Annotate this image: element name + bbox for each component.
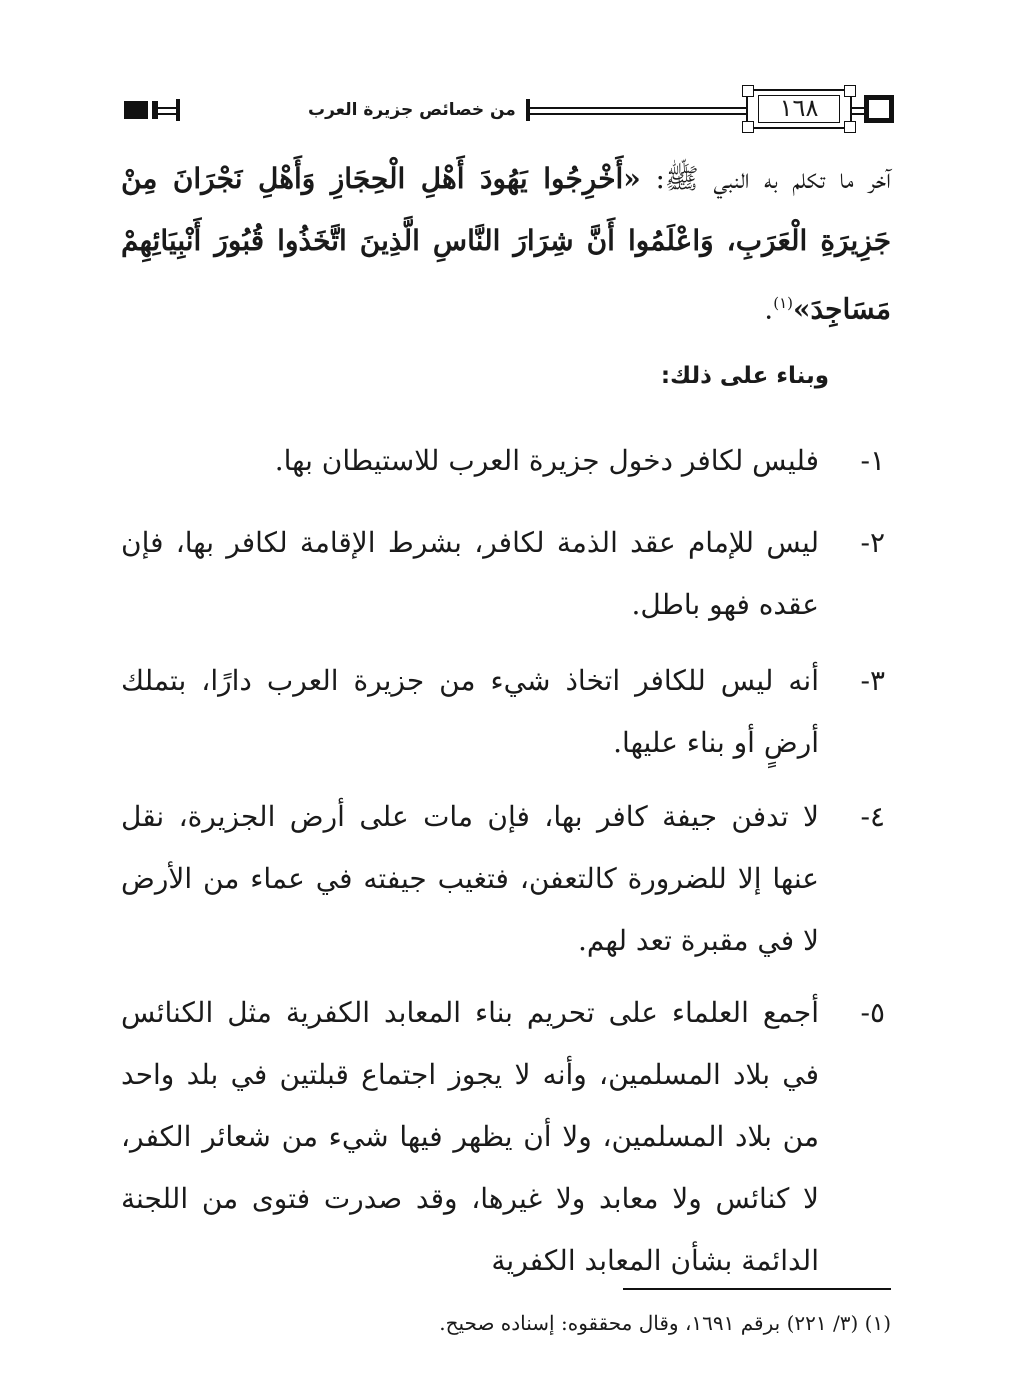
list-item [121, 430, 891, 492]
list-item-text: أنه ليس للكافر اتخاذ شيء من جزيرة العرب دارًا، بتملك أرضٍ أو بناء عليها. [121, 664, 819, 759]
header-ornament-box [864, 95, 894, 123]
running-header-title: من خصائص جزيرة العرب [308, 100, 516, 120]
frame-corner-ornament [742, 121, 754, 133]
page-number: ١٦٨ [779, 94, 819, 122]
list-item-text: لا تدفن جيفة كافر بها، فإن مات على أرض الجزيرة، نقل عنها إلا للضرورة كالتعفن، فتغيب جيفته في عماء من الأرض لا في مقبرة تعد لهم. [121, 800, 819, 957]
page-number-frame [746, 89, 852, 129]
header-rule [158, 113, 176, 115]
header-rule [158, 107, 176, 109]
list-item-number: ١- [860, 444, 885, 477]
list-item-text: أجمع العلماء على تحريم بناء المعابد الكفرية مثل الكنائس في بلاد المسلمين، وأنه لا يجوز اجتماع قبلتين في بلد واحد من بلاد المسلمين، ولا أن يظهر فيها شيء من شعائر الكفر، لا كنائس ولا معابد ولا غيرها، وقد صدرت فتوى من اللجنة الدائمة بشأن المعابد الكفرية [121, 996, 819, 1277]
header-rule [530, 107, 746, 109]
footnote-reference[interactable]: (١) [773, 294, 793, 312]
list-item [121, 650, 891, 774]
header-ornament-bar [526, 99, 530, 121]
footnote: (١) (٣/ ٢٢١) برقم ١٦٩١، وقال محققوه: إسناده صحيح. [439, 1311, 891, 1335]
list-item [121, 512, 891, 636]
list-item-number: ٤- [860, 800, 885, 833]
hadith-lead: آخر ما تكلم به النبي ﷺ: [640, 162, 891, 195]
list-item [121, 982, 891, 1292]
hadith-paragraph [121, 148, 891, 340]
list-item-text: ليس للإمام عقد الذمة لكافر، بشرط الإقامة لكافر بها، فإن عقده فهو باطل. [121, 526, 819, 621]
header-rule [530, 113, 746, 115]
header-ornament-square [124, 101, 148, 119]
running-header [124, 95, 894, 135]
section-subheading: وبناء على ذلك: [660, 363, 829, 389]
list-item [121, 786, 891, 972]
footnote-separator [623, 1288, 891, 1290]
list-item-number: ٢- [860, 526, 885, 559]
list-item-number: ٣- [860, 664, 885, 697]
hadith-quote: «أَخْرِجُوا يَهُودَ أَهْلِ الْحِجَازِ وَأَهْلِ نَجْرَانَ مِنْ جَزِيرَةِ الْعَرَبِ، وَاعْلَمُوا أَنَّ شِرَارَ النَّاسِ الَّذِينَ اتَّخَذُوا قُبُورَ أَنْبِيَائِهِمْ مَسَاجِدَ» [121, 162, 891, 326]
list-item-text: فليس لكافر دخول جزيرة العرب للاستيطان بها. [274, 444, 819, 477]
header-ornament-bar [176, 99, 180, 121]
header-rule [852, 107, 864, 109]
header-ornament-bar [152, 101, 158, 119]
hadith-end: . [764, 292, 774, 326]
header-rule [852, 113, 864, 115]
list-item-number: ٥- [860, 996, 885, 1029]
frame-corner-ornament [844, 121, 856, 133]
